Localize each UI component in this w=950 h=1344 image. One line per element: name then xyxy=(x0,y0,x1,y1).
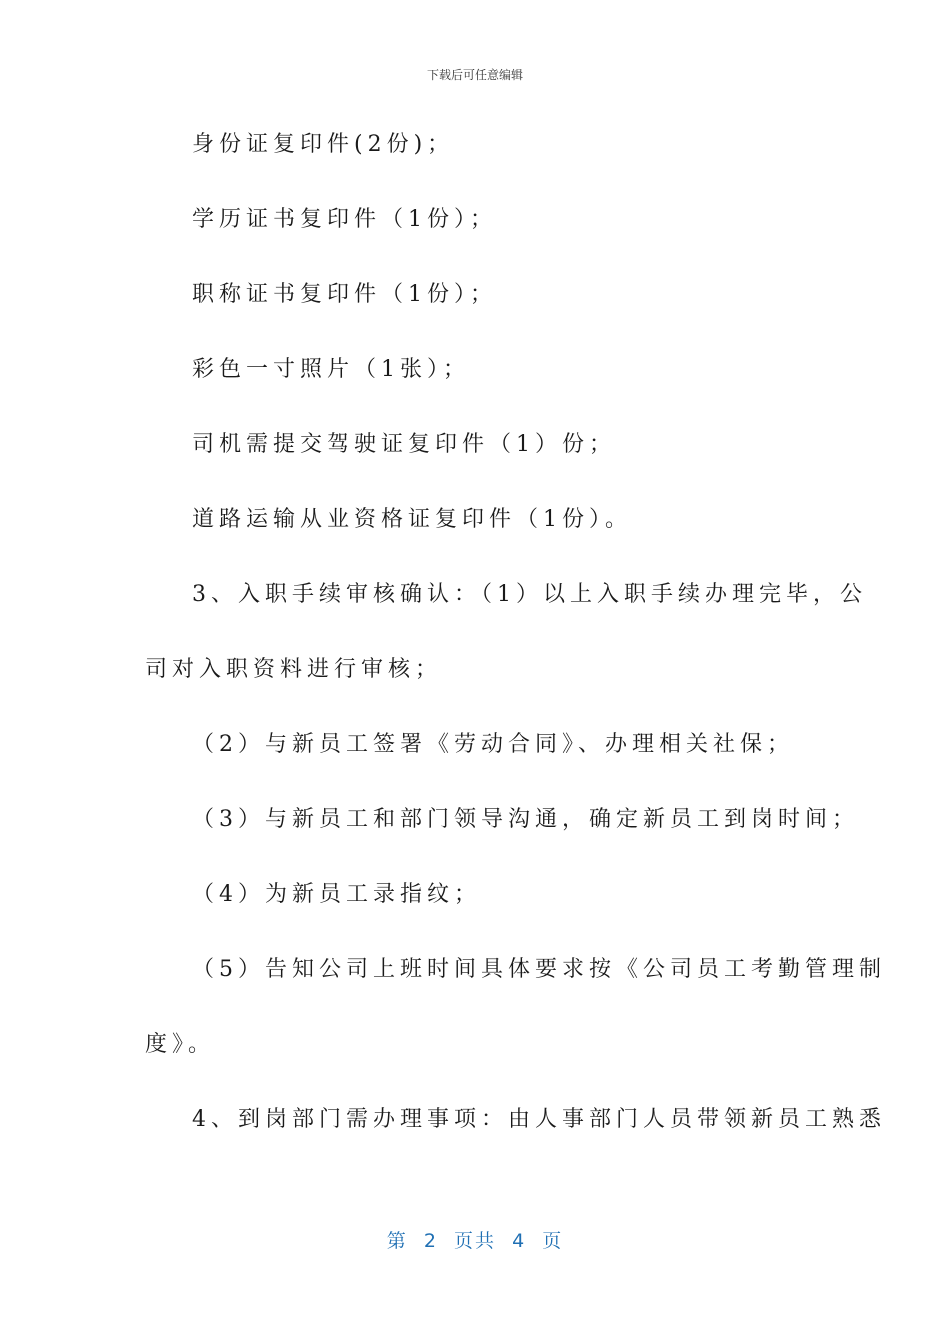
document-line-photo: 彩色一寸照片（1张）； xyxy=(192,357,470,382)
document-line-section-4: 4、到岗部门需办理事项：由人事部门人员带领新员工熟悉 xyxy=(192,1107,886,1132)
document-line-title-cert-copy: 职称证书复印件（1份）； xyxy=(192,282,497,307)
document-line-driver-license: 司机需提交驾驶证复印件（1）份； xyxy=(192,432,616,457)
document-line-item-4: （4）为新员工录指纹； xyxy=(192,882,481,907)
document-line-item-5-cont: 度》。 xyxy=(145,1032,216,1057)
document-line-item-5: （5）告知公司上班时间具体要求按《公司员工考勤管理制 xyxy=(192,957,886,982)
page-footer: 第 2 页共 4 页 xyxy=(386,1230,564,1252)
document-line-item-2: （2）与新员工签署《劳动合同》、办理相关社保； xyxy=(192,732,794,757)
document-line-transport-cert: 道路运输从业资格证复印件（1份）。 xyxy=(192,507,632,532)
document-line-diploma-copy: 学历证书复印件（1份）； xyxy=(192,207,497,232)
page-header: 下载后可任意编辑 xyxy=(426,68,523,82)
document-line-section-3: 3、入职手续审核确认：（1）以上入职手续办理完毕，公 xyxy=(192,582,867,607)
document-line-id-copy: 身份证复印件(2份)； xyxy=(192,132,455,157)
document-line-item-3: （3）与新员工和部门领导沟通，确定新员工到岗时间； xyxy=(192,807,859,832)
document-line-section-3-cont: 司对入职资料进行审核； xyxy=(145,657,443,682)
